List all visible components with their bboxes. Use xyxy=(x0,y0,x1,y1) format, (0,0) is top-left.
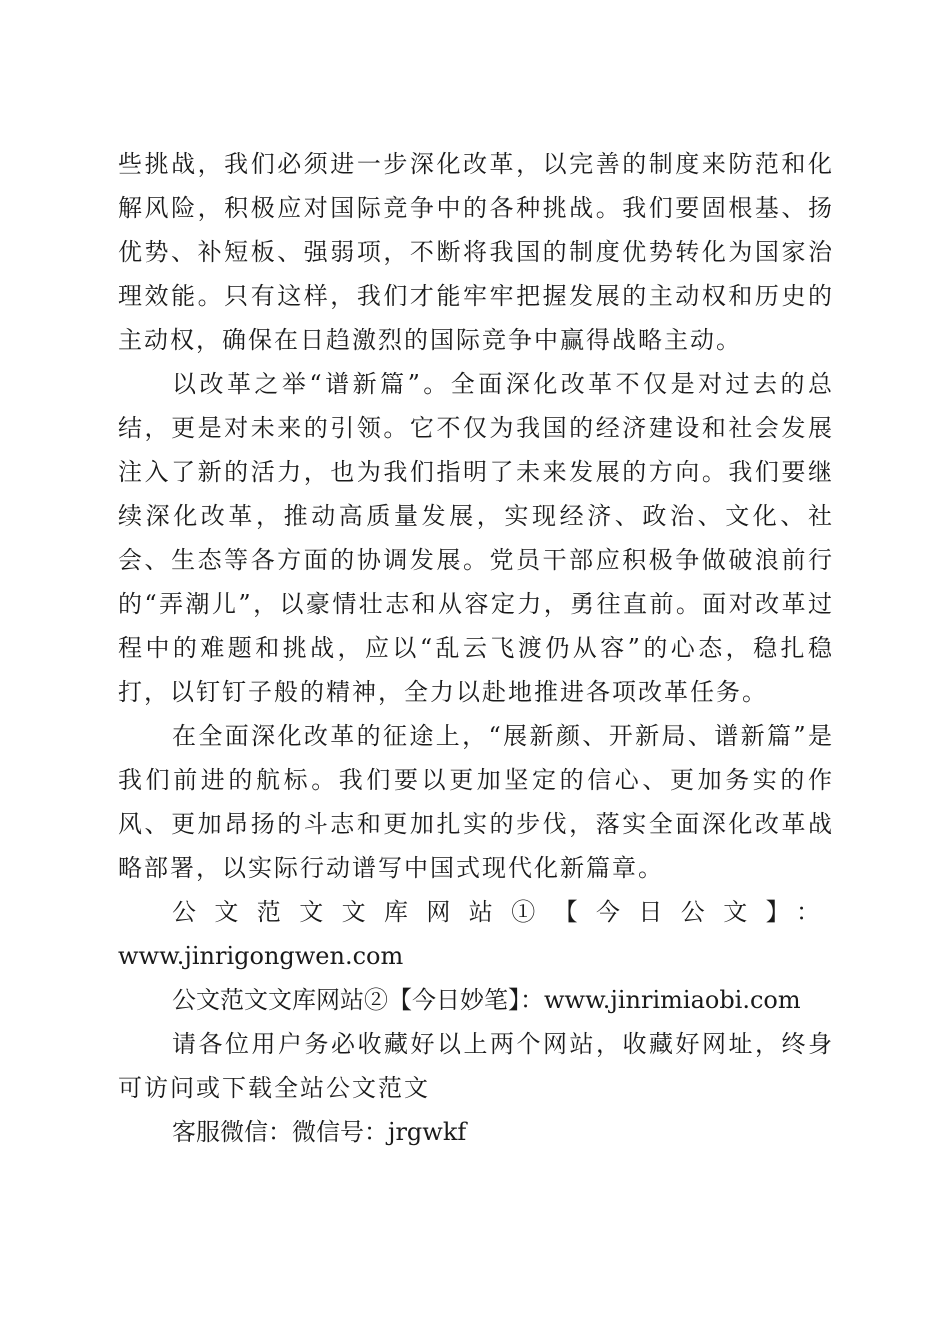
paragraph-2: 以改革之举“谱新篇”。全面深化改革不仅是对过去的总结，更是对未来的引领。它不仅为我国的经济建设和社会发展注入了新的活力，也为我们指明了未来发展的方向。我们要继续深化改革，推动高质量发展，实现经济、政治、文化、社会、生态等各方面的协调发展。党员干部应积极争做破浪前行的“弄潮儿”，以豪情壮志和从容定力，勇往直前。面对改革过程中的难题和挑战，应以“乱云飞渡仍从容”的心态，稳扎稳打，以钉钉子般的精神，全力以赴地推进各项改革任务。 xyxy=(118,370,834,706)
footer-site1 xyxy=(118,890,834,978)
footer-site2[interactable]: 公文范文文库网站②【今日妙笔】：www.jinrimiaobi.com xyxy=(172,986,801,1014)
footer-service: 客服微信：微信号：jrgwkf xyxy=(172,1118,467,1146)
document-body xyxy=(118,142,834,1154)
paragraph-1: 些挑战，我们必须进一步深化改革，以完善的制度来防范和化解风险，积极应对国际竞争中的各种挑战。我们要固根基、扬优势、补短板、强弱项，不断将我国的制度优势转化为国家治理效能。只有这样，我们才能牢牢把握发展的主动权和历史的主动权，确保在日趋激烈的国际竞争中赢得战略主动。 xyxy=(118,150,834,354)
footer-notice: 请各位用户务必收藏好以上两个网站，收藏好网址，终身可访问或下载全站公文范文 xyxy=(118,1030,834,1102)
footer-site1-label: 公文范文文库网站①【今日公文】： xyxy=(172,898,834,926)
paragraph-3: 在全面深化改革的征途上，“展新颜、开新局、谱新篇”是我们前进的航标。我们要以更加坚定的信心、更加务实的作风、更加昂扬的斗志和更加扎实的步伐，落实全面深化改革战略部署，以实际行动谱写中国式现代化新篇章。 xyxy=(118,722,834,882)
footer-site1-url[interactable]: www.jinrigongwen.com xyxy=(118,942,404,970)
